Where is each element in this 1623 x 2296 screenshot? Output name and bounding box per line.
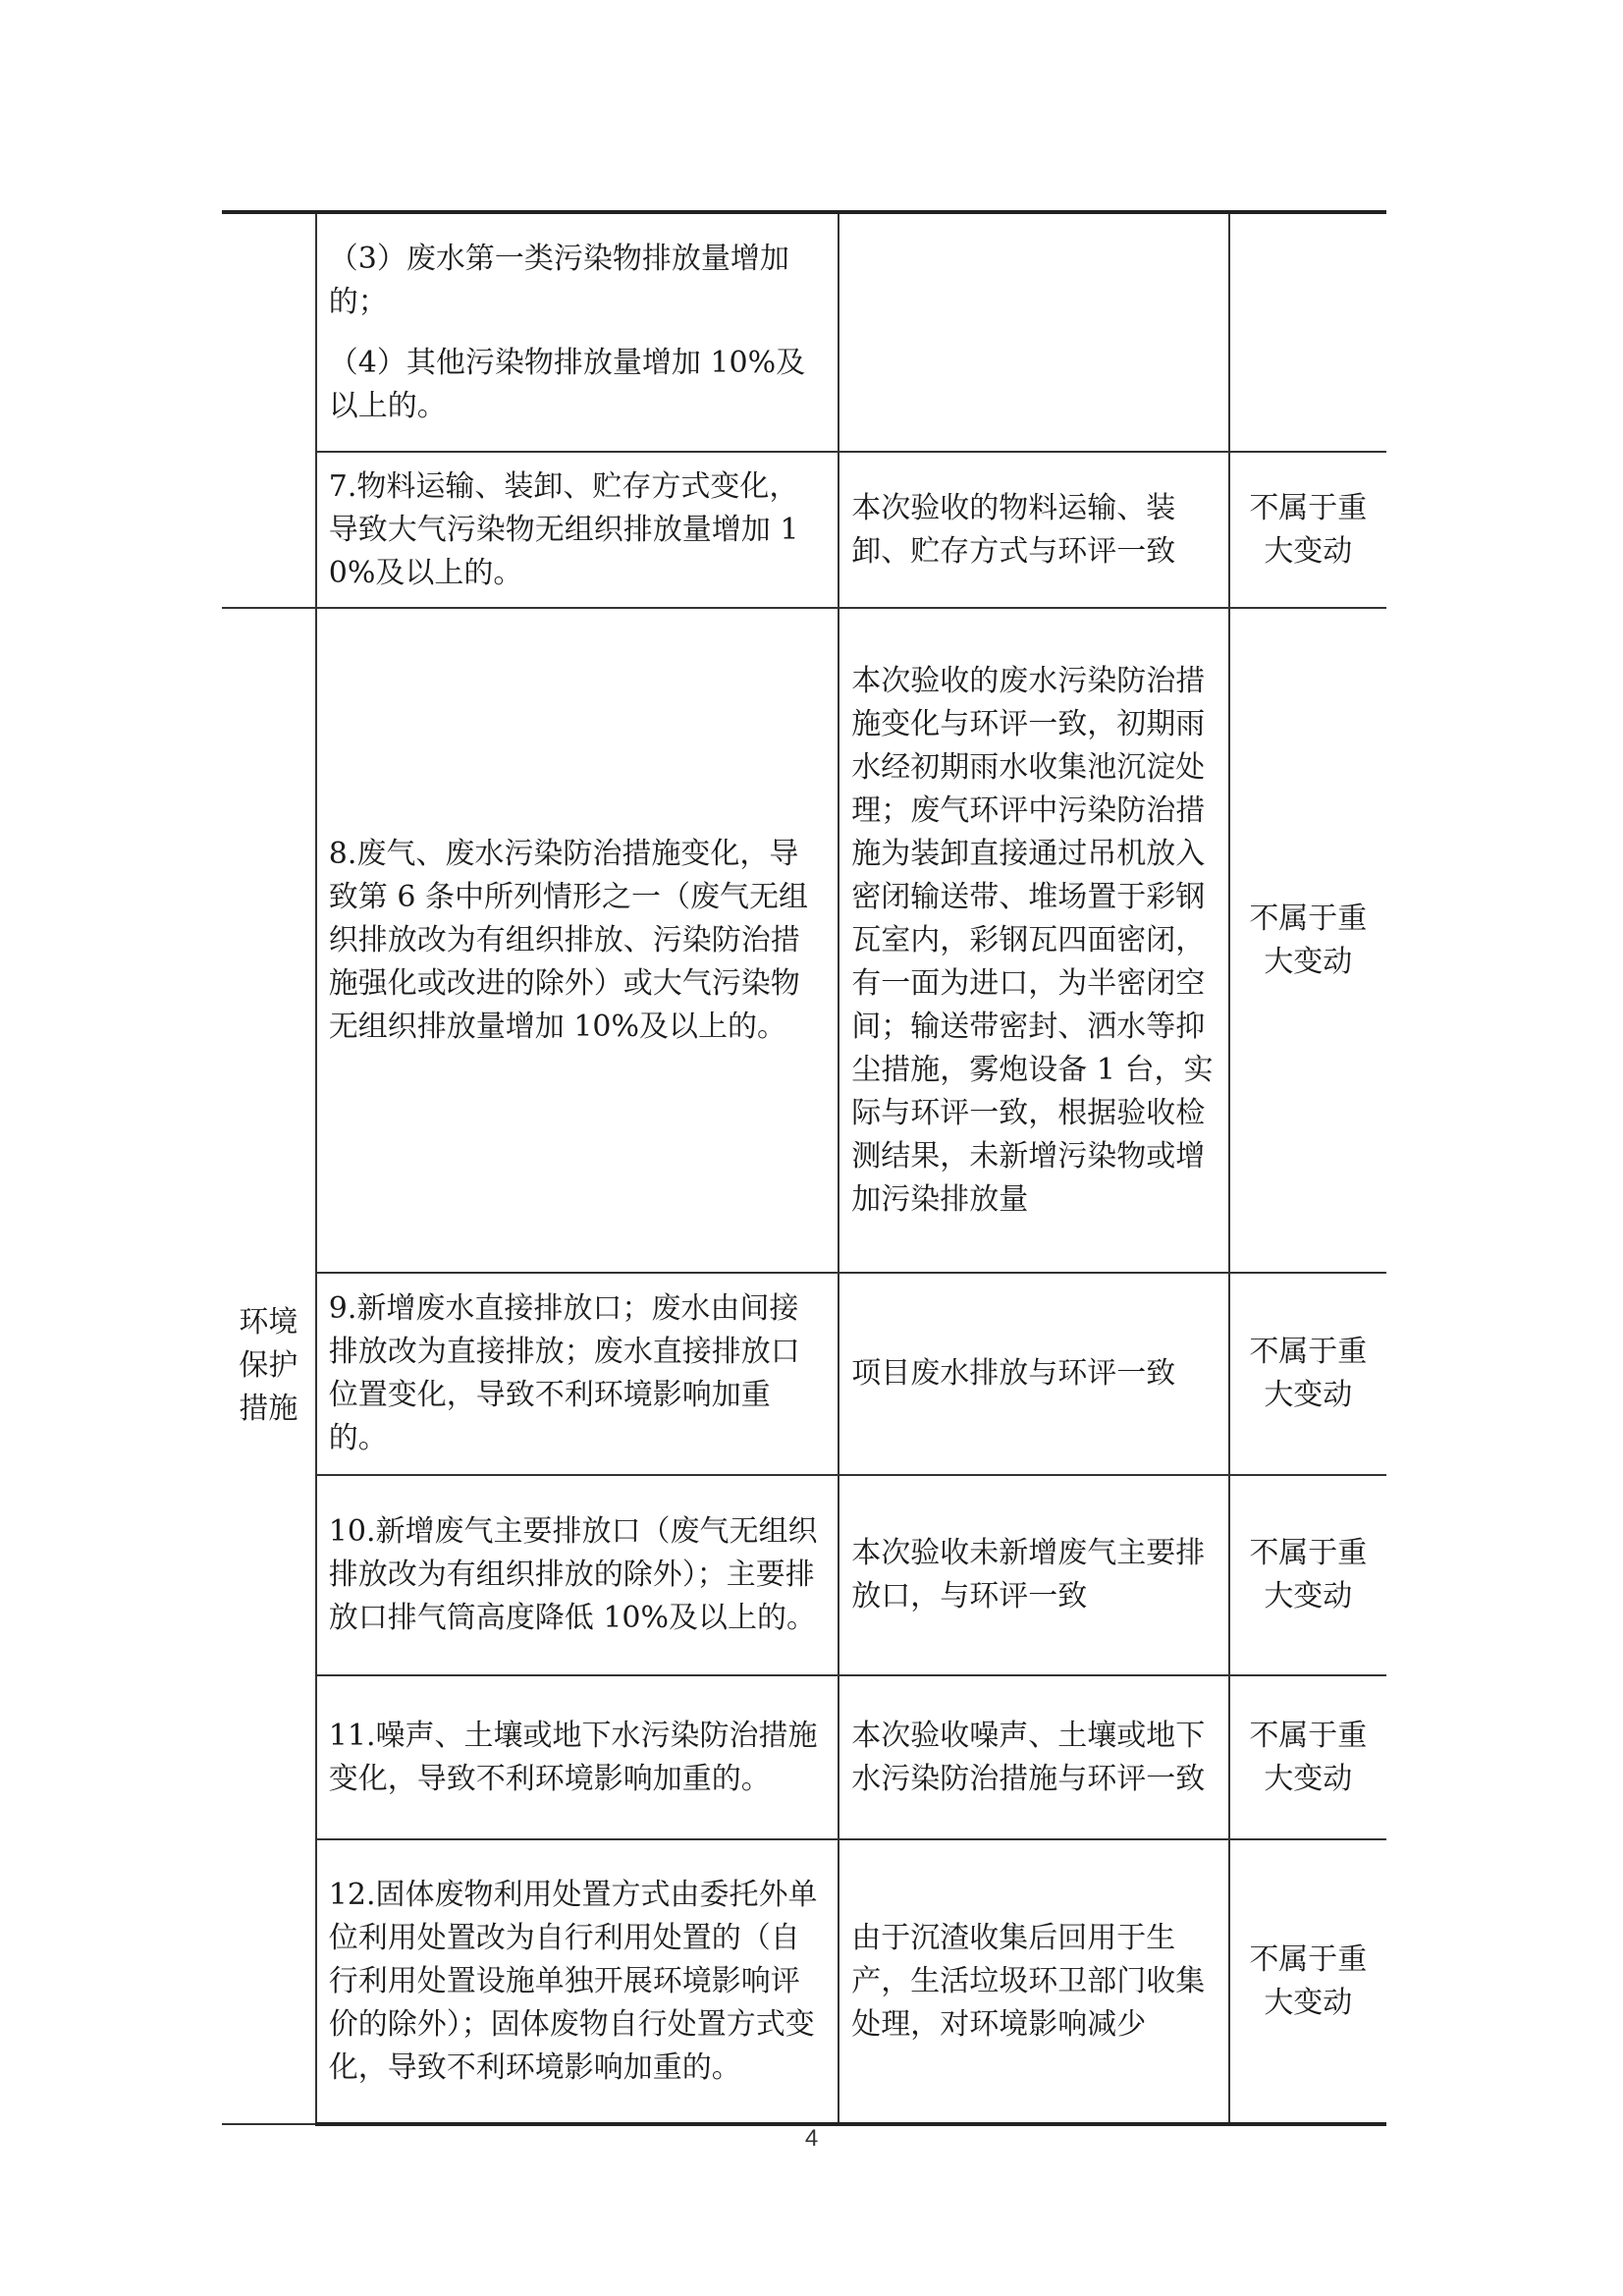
result-cell: 不属于重大变动: [1229, 1675, 1386, 1839]
result-cell: 不属于重大变动: [1229, 452, 1386, 608]
actual-cell: 本次验收的废水污染防治措施变化与环评一致，初期雨水经初期雨水收集池沉淀处理；废气环评中污染防治措施为装卸直接通过吊机放入密闭输送带、堆场置于彩钢瓦室内，彩钢瓦四面密闭，有一面为进口，为半密闭空间；输送带密封、洒水等抑尘措施，雾炮设备 1 台，实际与环评一致，根据验收检测结果，未新增污染物或增加污染排放量: [839, 608, 1228, 1273]
category-label: 环境保护措施: [239, 1305, 298, 1426]
category-cell: [222, 608, 316, 2124]
result-cell: [1229, 212, 1386, 452]
actual-cell: 由于沉渣收集后回用于生产，生活垃圾环卫部门收集处理，对环境影响减少: [839, 1839, 1228, 2124]
criteria-text: 8.废气、废水污染防治措施变化，导致第 6 条中所列情形之一（废气无组织排放改为有组织排放、污染防治措施强化或改进的除外）或大气污染物无组织排放量增加 10%及以上的。: [328, 836, 808, 1044]
criteria-text: 10.新增废气主要排放口（废气无组织排放改为有组织排放的除外）；主要排放口排气筒高度降低 10%及以上的。: [328, 1514, 818, 1635]
actual-cell: 本次验收噪声、土壤或地下水污染防治措施与环评一致: [839, 1675, 1228, 1839]
criteria-cell: [316, 212, 839, 452]
criteria-text: 7.物料运输、装卸、贮存方式变化，导致大气污染物无组织排放量增加 10%及以上的。: [328, 468, 799, 590]
change-assessment-table: [222, 210, 1386, 2126]
table-row: [222, 212, 1386, 452]
table-row: [222, 608, 1386, 1273]
table-row: [222, 1675, 1386, 1839]
actual-cell: 项目废水排放与环评一致: [839, 1273, 1228, 1475]
actual-cell: 本次验收未新增废气主要排放口，与环评一致: [839, 1475, 1228, 1675]
result-cell: 不属于重大变动: [1229, 608, 1386, 1273]
criteria-text: 12.固体废物利用处置方式由委托外单位利用处置改为自行利用处置的（自行利用处置设施单独开展环境影响评价的除外）；固体废物自行处置方式变化，导致不利环境影响加重的。: [328, 1877, 818, 2085]
table-row: [222, 1839, 1386, 2124]
category-cell: [222, 212, 316, 608]
criteria-text: 11.噪声、土壤或地下水污染防治措施变化，导致不利环境影响加重的。: [328, 1718, 818, 1796]
table-row: [222, 452, 1386, 608]
actual-cell: 本次验收的物料运输、装卸、贮存方式与环评一致: [839, 452, 1228, 608]
criteria-cell: [316, 1273, 839, 1475]
criteria-cell: [316, 608, 839, 1273]
criteria-cell: [316, 1675, 839, 1839]
criteria-cell: [316, 1475, 839, 1675]
criteria-text: （3）废水第一类污染物排放量增加的；: [328, 241, 789, 319]
criteria-text: （4）其他污染物排放量增加 10%及以上的。: [328, 345, 806, 423]
table-row: [222, 1273, 1386, 1475]
result-cell: 不属于重大变动: [1229, 1839, 1386, 2124]
criteria-cell: [316, 1839, 839, 2124]
result-cell: 不属于重大变动: [1229, 1475, 1386, 1675]
criteria-cell: [316, 452, 839, 608]
table-row: [222, 1475, 1386, 1675]
actual-cell: [839, 212, 1228, 452]
page-number: 4: [804, 2125, 819, 2152]
result-cell: 不属于重大变动: [1229, 1273, 1386, 1475]
criteria-text: 9.新增废水直接排放口；废水由间接排放改为直接排放；废水直接排放口位置变化，导致不利环境影响加重的。: [328, 1291, 800, 1455]
